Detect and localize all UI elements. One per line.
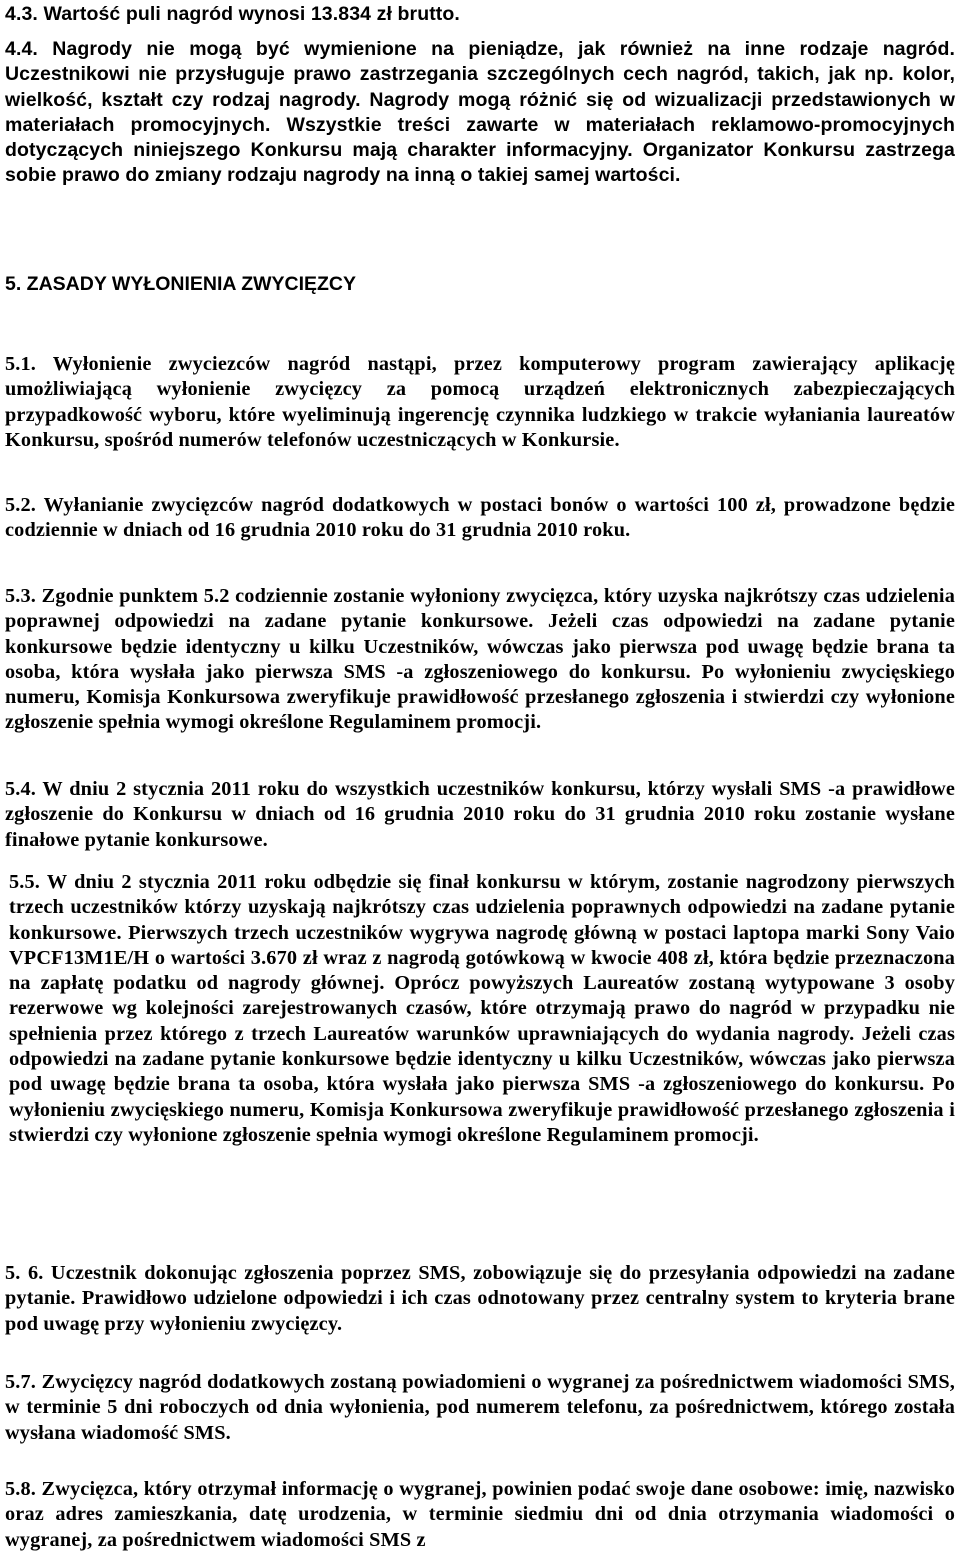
paragraph-4-3: 4.3. Wartość puli nagród wynosi 13.834 zł brutto. [5,3,460,25]
section-heading-5: 5. ZASADY WYŁONIENIA ZWYCIĘZCY [5,273,357,295]
paragraph-5-7: 5.7. Zwycięzcy nagród dodatkowych zostaną powiadomieni o wygranej za pośrednictwem wiadomości SMS, w terminie 5 dni roboczych od dnia wyłonienia, pod numerem telefonu, za pośrednictwem, którego została wysłana wiadomość SMS. [5,1371,955,1444]
paragraph-4-4: 4.4. Nagrody nie mogą być wymienione na pieniądze, jak również na inne rodzaje nagród. Uczestnikowi nie przysługuje prawo zastrzegania szczególnych cech nagród, takich, jak np. kolor, wielkość, kształt czy rodzaj nagrody. Nagrody mogą różnić się od wizualizacji przedstawionych w materiałach promocyjnych. Wszystkie treści zawarte w materiałach reklamowo-promocyjnych dotyczących niniejszego Konkursu mają charakter informacyjny. Organizator Konkursu zastrzega sobie prawo do zmiany rodzaju nagrody na inną o takiej samej wartości. [5,38,955,187]
paragraph-5-8: 5.8. Zwycięzca, który otrzymał informację o wygranej, powinien podać swoje dane osobowe: imię, nazwisko oraz adres zamieszkania, datę urodzenia, w terminie siedmiu dni od dnia otrzymania wiadomości o wygranej, za pośrednictwem wiadomości SMS z [5,1478,955,1551]
paragraph-5-5: 5.5. W dniu 2 stycznia 2011 roku odbędzie się finał konkursu w którym, zostanie nagrodzony pierwszych trzech uczestników którzy uzyskają najkrótszy czas udzielenia poprawnych odpowiedzi na zadane pytanie konkursowe. Pierwszych trzech uczestników wygrywa nagrodę główną w postaci laptopa marki Sony Vaio VPCF13M1E/H o wartości 3.670 zł wraz z nagrodą gotówkową w kwocie 408 zł, która będzie przeznaczona na zapłatę podatku od nagrody głównej. Oprócz powyższych Laureatów zostaną wytypowane 3 osoby rezerwowe wg kolejności zarejestrowanych czasów, które otrzymają prawo do nagród w przypadku nie spełnienia przez którego z trzech Laureatów warunków uprawniających do wydania nagrody. Jeżeli czas odpowiedzi na zadane pytanie konkursowe będzie identyczny u kilku Uczestników, wówczas jako pierwsza pod uwagę będzie brana ta osoba, która wysłała jako pierwsza SMS -a zgłoszeniowego do konkursu. Po wyłonieniu zwycięskiego numeru, Komisja Konkursowa zweryfikuje prawidłowość przesłanego zgłoszenia i stwierdzi czy wyłonione zgłoszenie spełnia wymogi określone Regulaminem promocji. [9,871,955,1146]
paragraph-5-1: 5.1. Wyłonienie zwyciezców nagród nastąpi, przez komputerowy program zawierający aplikację umożliwiającą wyłonienie zwycięzcy za pomocą urządzeń elektronicznych zabezpieczających przypadkowość wyboru, które wyeliminują ingerencję czynnika ludzkiego w trakcie wyłaniania laureatów Konkursu, spośród numerów telefonów uczestniczących w Konkursie. [5,353,955,451]
paragraph-5-2: 5.2. Wyłanianie zwycięzców nagród dodatkowych w postaci bonów o wartości 100 zł, prowadzone będzie codziennie w dniach od 16 grudnia 2010 roku do 31 grudnia 2010 roku. [5,494,955,542]
paragraph-5-4: 5.4. W dniu 2 stycznia 2011 roku do wszystkich uczestników konkursu, którzy wysłali SMS -a prawidłowe zgłoszenie do Konkursu w dniach od 16 grudnia 2010 roku do 31 grudnia 2010 roku zostanie wysłane finałowe pytanie konkursowe. [5,778,955,851]
paragraph-5-3: 5.3. Zgodnie punktem 5.2 codziennie zostanie wyłoniony zwycięzca, który uzyska najkrótszy czas udzielenia poprawnej odpowiedzi na zadane pytanie konkursowe. Jeżeli czas odpowiedzi na zadane pytanie konkursowe będzie identyczny u kilku Uczestników, wówczas jako pierwsza pod uwagę będzie brana ta osoba, która wysłała jako pierwsza SMS -a zgłoszeniowego do konkursu. Po wyłonieniu zwycięskiego numeru, Komisja Konkursowa zweryfikuje prawidłowość przesłanego zgłoszenia i stwierdzi czy wyłonione zgłoszenie spełnia wymogi określone Regulaminem promocji. [5,585,955,734]
paragraph-5-6: 5. 6. Uczestnik dokonując zgłoszenia poprzez SMS, zobowiązuje się do przesyłania odpowiedzi na zadane pytanie. Prawidłowo udzielone odpowiedzi i ich czas odnotowany przez centralny system to kryteria brane pod uwagę przy wyłonieniu zwycięzcy. [5,1262,955,1335]
